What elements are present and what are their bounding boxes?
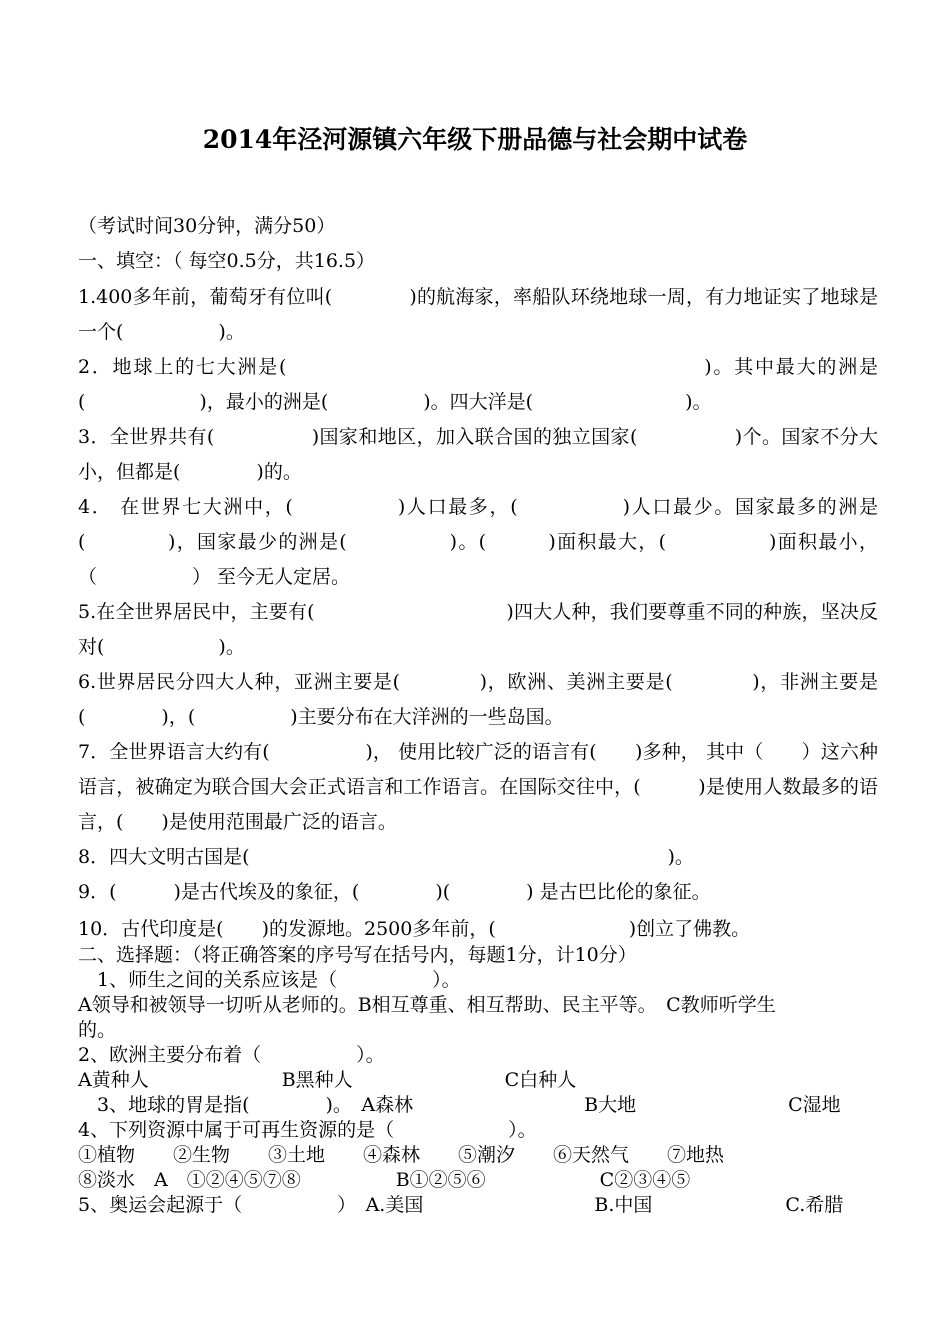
fill-question-5: 5.在全世界居民中，主要有( )四大人种，我们要尊重不同的种族，坚决反对( )。 [78, 601, 878, 658]
section2 [78, 943, 878, 1218]
fill-question-7: 7．全世界语言大约有( )， 使用比较广泛的语言有( )多种， 其中（ ）这六种语言，被确定为联合国大会正式语言和工作语言。在国际交往中，( )是使用人数最多的语言，( )是使用范围最广泛的语言。 [78, 741, 878, 833]
choice-question-2-stem: 2、欧洲主要分布着（ ）。 [78, 1044, 385, 1066]
fill-question-8: 8．四大文明古国是( )。 [78, 846, 694, 868]
choice-question-1-options: A领导和被领导一切听从老师的。B相互尊重、相互帮助、民主平等。 C教师听学生 [78, 994, 776, 1016]
choice-question-4-stem: 4、下列资源中属于可再生资源的是（ ）。 [78, 1119, 537, 1141]
fill-question-3: 3．全世界共有( )国家和地区，加入联合国的独立国家( )个。国家不分大小，但都是( )的。 [78, 426, 878, 483]
choice-question-1-options-cont: 的。 [78, 1019, 117, 1041]
fill-question-2: 2．地球上的七大洲是( )。其中最大的洲是( )，最小的洲是( )。四大洋是( )。 [78, 356, 878, 413]
exam-info: （考试时间30分钟，满分50） [78, 215, 336, 237]
choice-question-3: 3、地球的胃是指( )。 A森林 B大地 C湿地 [78, 1094, 841, 1116]
section1-heading: 一、填空：（ 每空0.5分，共16.5） [78, 250, 376, 272]
section2-heading: 二、选择题：（将正确答案的序号写在括号内，每题1分，计10分） [78, 944, 637, 966]
fill-question-6: 6.世界居民分四大人种，亚洲主要是( )，欧洲、美洲主要是( )，非洲主要是( )，( )主要分布在大洋洲的一些岛国。 [78, 671, 878, 728]
fill-question-4: 4． 在世界七大洲中，( )人口最多，( )人口最少。国家最多的洲是( )，国家最少的洲是( )。( )面积最大，( )面积最小，（ ） 至今无人定居。 [78, 496, 878, 588]
fill-question-1: 1.400多年前，葡萄牙有位叫( )的航海家，率船队环绕地球一周，有力地证实了地球是一个( )。 [78, 286, 878, 343]
choice-question-5: 5、奥运会起源于（ ） A.美国 B.中国 C.希腊 [78, 1194, 844, 1216]
fill-question-10: 10．古代印度是( )的发源地。2500多年前，( )创立了佛教。 [78, 918, 751, 940]
fill-question-9: 9．( )是古代埃及的象征，( )( ) 是古巴比伦的象征。 [78, 881, 711, 903]
choice-question-1-stem: 1、师生之间的关系应该是（ ）。 [78, 969, 461, 991]
choice-question-4-items: ①植物 ②生物 ③土地 ④森林 ⑤潮汐 ⑥天然气 ⑦地热 [78, 1144, 725, 1166]
page-title: 2014年泾河源镇六年级下册品德与社会期中试卷 [202, 125, 748, 154]
choice-question-4-options: ⑧淡水 A ①②④⑤⑦⑧ B①②⑤⑥ C②③④⑤ [78, 1169, 691, 1191]
choice-question-2-options: A黄种人 B黑种人 C白种人 [78, 1069, 577, 1091]
